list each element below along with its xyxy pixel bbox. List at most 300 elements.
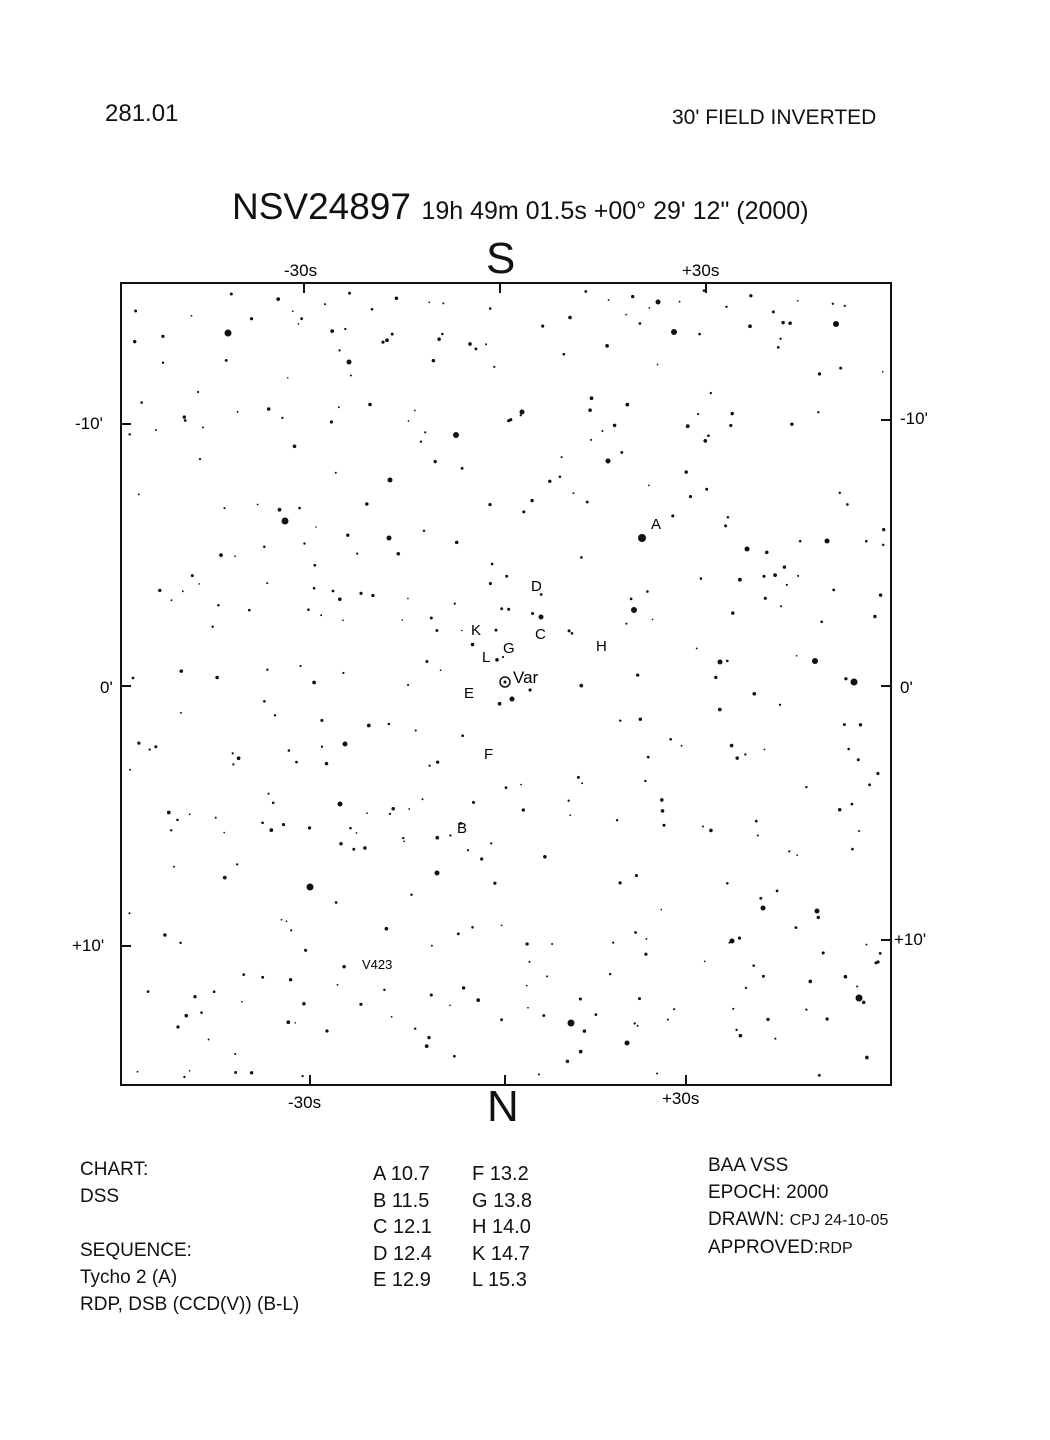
star	[631, 607, 637, 613]
star	[215, 817, 217, 819]
star	[639, 717, 642, 720]
star	[657, 364, 659, 366]
star	[744, 753, 746, 755]
star	[385, 338, 389, 342]
star	[449, 1005, 451, 1007]
star	[219, 553, 223, 557]
star	[873, 615, 876, 618]
star-name: NSV24897	[232, 186, 411, 227]
star	[274, 714, 276, 716]
sequence-list	[472, 1161, 532, 1294]
star	[407, 684, 409, 686]
star	[223, 876, 227, 880]
sequence-entry: F 13.2	[472, 1163, 529, 1185]
star	[700, 577, 703, 580]
star	[349, 827, 352, 830]
star	[250, 317, 253, 320]
star	[208, 1039, 210, 1041]
star	[851, 803, 854, 806]
star	[759, 897, 762, 900]
star	[681, 745, 683, 747]
star	[230, 292, 233, 295]
star	[762, 975, 765, 978]
star	[648, 485, 650, 487]
star	[191, 574, 194, 577]
star	[455, 541, 459, 545]
sequence-entry: D 12.4	[373, 1242, 432, 1265]
star	[138, 493, 140, 495]
star	[725, 306, 727, 308]
star	[882, 528, 885, 531]
star	[579, 1050, 583, 1054]
left-tick-label: -10'	[75, 414, 103, 433]
star	[430, 616, 433, 619]
star	[637, 1025, 639, 1027]
star	[371, 594, 374, 597]
bottom-tick-label: +30s	[662, 1089, 700, 1108]
sequence-entry: K 14.7	[472, 1242, 530, 1265]
approved-by	[708, 1234, 888, 1262]
star	[491, 563, 494, 566]
star	[764, 597, 767, 600]
star	[531, 612, 534, 615]
star	[825, 1017, 828, 1020]
star	[639, 322, 642, 325]
star	[609, 973, 611, 975]
star	[652, 619, 654, 621]
star	[308, 826, 311, 829]
star	[795, 926, 798, 929]
star	[865, 540, 868, 543]
star	[453, 1055, 456, 1058]
star	[707, 434, 710, 437]
star	[300, 665, 302, 667]
star	[818, 372, 821, 375]
star	[761, 906, 766, 911]
star	[568, 629, 571, 632]
star	[193, 995, 196, 998]
star	[667, 1019, 669, 1021]
star	[546, 975, 548, 977]
star	[661, 809, 665, 813]
star	[656, 300, 661, 305]
star	[191, 315, 193, 317]
star	[330, 420, 333, 423]
star	[773, 573, 777, 577]
star-coordinates: 19h 49m 01.5s +00° 29' 12" (2000)	[421, 197, 809, 225]
organisation: BAA VSS	[708, 1155, 789, 1176]
star	[755, 820, 758, 823]
left-tick-label: +10'	[72, 936, 105, 955]
star	[865, 1056, 869, 1060]
star	[281, 417, 283, 419]
star	[347, 360, 352, 365]
star	[568, 800, 570, 802]
star	[765, 551, 769, 555]
star	[435, 871, 440, 876]
star	[189, 813, 191, 815]
star	[686, 424, 690, 428]
right-tick-label: -10'	[900, 409, 928, 428]
chart-credits	[708, 1152, 888, 1262]
comparison-label-b: B	[457, 820, 468, 837]
star	[352, 848, 355, 851]
star	[718, 708, 722, 712]
star	[489, 582, 492, 585]
star	[161, 335, 164, 338]
star	[343, 742, 348, 747]
star	[684, 470, 687, 473]
star	[197, 391, 199, 393]
star	[158, 589, 161, 592]
star	[427, 1036, 430, 1039]
star	[461, 734, 464, 737]
comparison-label-d: D	[531, 578, 542, 595]
star	[179, 942, 181, 944]
star	[234, 1053, 236, 1055]
star	[223, 832, 225, 834]
star	[857, 758, 860, 761]
star	[423, 530, 425, 532]
star	[868, 783, 871, 786]
star	[522, 510, 525, 513]
star	[559, 475, 562, 478]
star	[189, 1070, 191, 1072]
star	[738, 937, 741, 940]
star	[805, 1008, 807, 1010]
star	[833, 321, 839, 327]
star	[613, 424, 617, 428]
star	[408, 420, 410, 422]
star	[752, 964, 755, 967]
star	[631, 295, 634, 298]
star	[294, 1022, 296, 1024]
sequence-entry: B 11.5	[373, 1189, 430, 1212]
star	[856, 985, 858, 987]
star	[577, 776, 580, 779]
comparison-label-l: L	[482, 649, 491, 666]
star	[777, 346, 780, 349]
star	[162, 361, 164, 363]
sequence-entry: L 15.3	[472, 1269, 527, 1291]
star	[669, 738, 672, 741]
star	[292, 310, 294, 312]
star	[424, 431, 426, 433]
star	[236, 863, 238, 865]
star	[391, 333, 394, 336]
star	[371, 308, 374, 311]
star	[359, 1003, 362, 1006]
star	[851, 848, 854, 851]
star	[389, 813, 391, 815]
star	[453, 432, 459, 438]
star	[363, 846, 367, 850]
right-tick-label: +10'	[894, 930, 927, 949]
star	[679, 301, 681, 303]
star	[493, 366, 495, 368]
star	[634, 1022, 636, 1024]
star	[407, 598, 409, 600]
star	[338, 406, 340, 408]
star	[538, 1073, 540, 1075]
star	[656, 1073, 658, 1075]
star	[812, 658, 818, 664]
star	[298, 507, 301, 510]
star	[467, 849, 469, 851]
star	[320, 719, 323, 722]
star	[548, 480, 551, 483]
star	[571, 632, 574, 635]
star	[242, 973, 245, 976]
star	[267, 793, 269, 795]
comparison-label-a: A	[651, 516, 662, 533]
star	[572, 492, 574, 494]
star	[432, 359, 436, 363]
star	[282, 518, 289, 525]
star	[561, 456, 563, 458]
left-tick-label: 0'	[100, 678, 113, 697]
star	[705, 488, 708, 491]
star	[709, 829, 713, 833]
star	[263, 545, 266, 548]
star	[820, 620, 823, 623]
sequence-entry: H 14.0	[472, 1216, 531, 1238]
star	[562, 353, 565, 356]
star	[302, 1002, 305, 1005]
star	[128, 912, 130, 914]
star	[630, 598, 633, 601]
star	[430, 993, 433, 996]
star	[180, 669, 184, 673]
star	[335, 472, 337, 474]
star	[851, 679, 858, 686]
star	[646, 590, 649, 593]
star	[724, 524, 727, 527]
star	[449, 834, 451, 836]
star	[211, 625, 213, 627]
variable-star-label: Var	[513, 668, 539, 687]
star	[356, 553, 358, 555]
star	[232, 752, 234, 754]
star	[176, 1025, 179, 1028]
star	[476, 998, 480, 1002]
star	[520, 784, 522, 786]
star	[237, 756, 241, 760]
star	[307, 884, 314, 891]
star	[442, 302, 444, 304]
star	[727, 516, 730, 519]
star	[874, 961, 877, 964]
star	[402, 837, 404, 839]
star	[879, 952, 882, 955]
star	[710, 392, 712, 394]
star	[474, 347, 477, 350]
star	[844, 305, 846, 307]
star	[649, 307, 651, 309]
star	[440, 669, 442, 671]
star	[289, 978, 292, 981]
star	[183, 1076, 185, 1078]
star	[586, 501, 589, 504]
star	[539, 615, 544, 620]
star	[237, 411, 239, 413]
star	[856, 995, 863, 1002]
star	[272, 801, 275, 804]
star	[257, 504, 259, 506]
star	[281, 919, 283, 921]
star	[726, 660, 729, 663]
star	[147, 990, 150, 993]
star	[745, 987, 747, 989]
star	[817, 916, 820, 919]
star	[732, 1008, 734, 1010]
star	[608, 299, 610, 301]
star	[838, 808, 841, 811]
star	[368, 403, 372, 407]
comparison-label-c: C	[535, 626, 546, 643]
star	[527, 1007, 529, 1009]
star	[199, 458, 201, 460]
star	[818, 1074, 821, 1077]
star	[488, 503, 491, 506]
approved-label: APPROVED:	[708, 1237, 819, 1258]
approved-value: RDP	[818, 1240, 853, 1257]
star	[790, 422, 793, 425]
star	[337, 984, 339, 986]
star	[176, 819, 179, 822]
star	[321, 746, 323, 748]
star	[739, 1034, 743, 1038]
star	[342, 672, 344, 674]
comparison-label-f: F	[484, 746, 494, 763]
star	[876, 772, 879, 775]
star	[129, 769, 131, 771]
sequence-list	[373, 1161, 432, 1294]
star	[489, 307, 492, 310]
star	[752, 692, 756, 696]
star	[718, 660, 723, 665]
top-tick-label: +30s	[682, 261, 720, 280]
star	[786, 584, 788, 586]
star	[528, 961, 530, 963]
star	[498, 702, 502, 706]
star	[805, 786, 807, 788]
star	[859, 723, 862, 726]
star	[510, 697, 515, 702]
star	[636, 673, 639, 676]
variable-star-dot	[504, 681, 507, 684]
star	[180, 712, 182, 714]
comparison-label-k: K	[471, 622, 482, 639]
star	[241, 1001, 243, 1003]
star	[505, 786, 508, 789]
star	[462, 986, 465, 989]
star	[301, 1075, 303, 1077]
star	[425, 1044, 429, 1048]
star	[232, 763, 234, 765]
star	[338, 597, 342, 601]
star	[542, 1014, 545, 1017]
star	[282, 823, 285, 826]
star	[590, 439, 592, 441]
star	[320, 614, 322, 616]
star	[276, 297, 280, 301]
star	[234, 555, 236, 557]
star	[588, 408, 592, 412]
star	[388, 478, 393, 483]
star	[223, 507, 225, 509]
star	[568, 316, 572, 320]
star	[342, 965, 345, 968]
star	[662, 824, 665, 827]
star	[625, 623, 627, 625]
star	[788, 850, 790, 852]
star	[520, 414, 522, 416]
chart-label: CHART:	[80, 1159, 149, 1180]
star	[671, 329, 677, 335]
star	[766, 1018, 769, 1021]
star	[703, 289, 706, 292]
star	[213, 990, 216, 993]
star	[435, 836, 439, 840]
sequence-source-1: Tycho 2 (A)	[80, 1267, 178, 1288]
drawn-label: DRAWN:	[708, 1209, 785, 1230]
star	[395, 297, 399, 301]
star	[266, 582, 268, 584]
star	[155, 429, 157, 431]
star	[248, 609, 251, 612]
star	[472, 801, 475, 804]
star	[735, 756, 739, 760]
star	[843, 723, 846, 726]
star	[391, 807, 394, 810]
bottom-tick-label: -30s	[288, 1093, 322, 1112]
star	[391, 1016, 393, 1018]
star	[437, 337, 441, 341]
star	[520, 410, 525, 415]
star	[689, 495, 692, 498]
star	[541, 325, 544, 328]
star	[300, 317, 303, 320]
star	[173, 866, 175, 868]
star	[184, 419, 187, 422]
star	[726, 882, 729, 885]
star	[415, 730, 417, 732]
star	[797, 575, 799, 577]
star	[635, 874, 638, 877]
star	[303, 542, 305, 544]
star	[198, 583, 200, 585]
star	[783, 565, 786, 568]
star	[730, 744, 734, 748]
star	[772, 310, 775, 313]
star	[757, 834, 759, 836]
star	[728, 942, 730, 944]
chart-info	[80, 1156, 299, 1318]
star	[338, 349, 340, 351]
star	[638, 534, 646, 542]
star	[422, 798, 424, 800]
star	[435, 629, 438, 632]
star	[325, 762, 329, 766]
star	[383, 989, 385, 991]
star	[619, 719, 621, 721]
star	[420, 441, 422, 443]
star	[730, 412, 733, 415]
star	[342, 619, 344, 621]
drawn-by	[708, 1206, 888, 1234]
star	[866, 944, 868, 946]
